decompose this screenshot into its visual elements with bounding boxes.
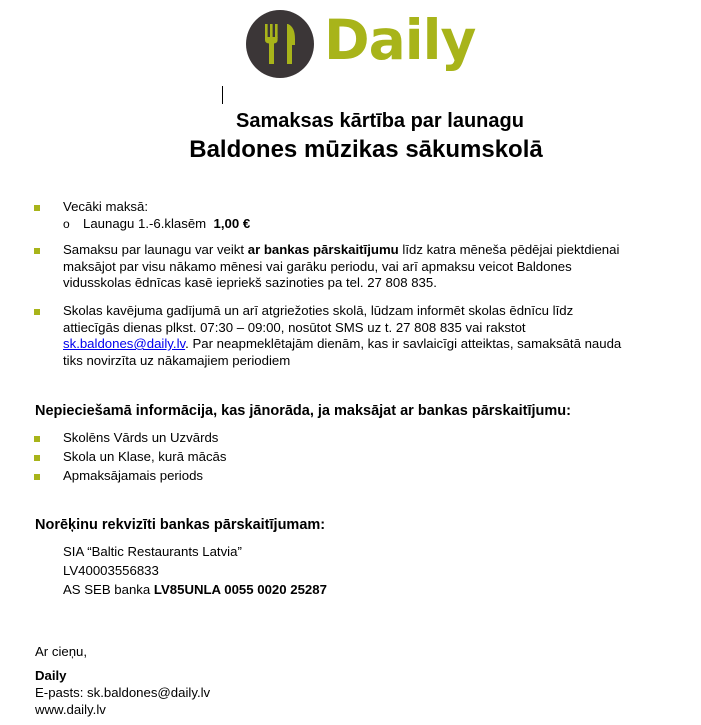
signature: Daily [35, 668, 67, 683]
footer-email: E-pasts: sk.baldones@daily.lv [35, 685, 211, 700]
sub-bullet-marker: o [63, 217, 70, 231]
snack-price-item [83, 216, 701, 233]
bullet-marker [34, 474, 40, 480]
bullet-marker [34, 248, 40, 254]
bank-account: LV85UNLA 0055 0020 25287 [153, 582, 327, 597]
page-subtitle: Baldones mūzikas sākumskolā [189, 136, 543, 163]
footer-web: www.daily.lv [35, 702, 106, 717]
bank-heading: Norēķinu rekvizīti bankas pārskaitījumam: [35, 517, 326, 533]
daily-logo [246, 9, 475, 79]
absence-paragraph [63, 303, 693, 369]
absence-line3: . Par neapmeklētajām dienām, kas ir savlaicīgi atteiktas, samaksātā nauda [185, 336, 622, 351]
bullet-marker [34, 436, 40, 442]
bullet-marker [34, 309, 40, 315]
transfer-paragraph [63, 242, 693, 292]
bank-reg-no: LV40003556833 [63, 563, 159, 578]
snack-grades-text: Launagu 1.-6.klasēm [83, 216, 207, 231]
logo-text: Daily [324, 8, 476, 72]
absence-line4: tiks novirzīta uz nākamajiem periodiem [63, 352, 291, 368]
parents-pay-label: Vecāki maksā: [63, 199, 149, 214]
bullet-marker [34, 205, 40, 211]
email-link[interactable]: sk.baldones@daily.lv [63, 336, 186, 351]
snack-price: 1,00 € [213, 216, 251, 231]
transfer-text: Samaksu par launagu var veikt [63, 242, 248, 257]
page-title: Samaksas kārtība par launagu [236, 110, 524, 132]
text-cursor [222, 86, 223, 104]
transfer-text-post: līdz katra mēneša pēdējai piektdienai [398, 242, 620, 257]
absence-line2: attiecīgās dienas plkst. 07:30 – 09:00, nosūtot SMS uz t. 27 808 835 vai rakstot [63, 319, 526, 335]
bank-label: AS SEB banka [63, 582, 154, 597]
info-item: Skolēns Vārds un Uzvārds [63, 430, 219, 445]
bank-company: SIA “Baltic Restaurants Latvia” [63, 544, 242, 559]
info-item: Skola un Klase, kurā mācās [63, 449, 227, 464]
absence-line1: Skolas kavējuma gadījumā un arī atgriežoties skolā, lūdzam informēt skolas ēdnīcu līdz [63, 303, 574, 318]
info-heading: Nepieciešamā informācija, kas jānorāda, ja maksājat ar bankas pārskaitījumu: [35, 403, 571, 419]
transfer-line3: vidusskolas ēdnīcas kasē iepriekš sazinoties pa tel. 27 808 835. [63, 275, 437, 290]
bullet-marker [34, 455, 40, 461]
transfer-line2: maksājot par visu nākamo mēnesi vai garāku periodu, vai arī apmaksu veicot Baldones [63, 258, 572, 274]
greeting: Ar cieņu, [35, 644, 88, 659]
info-item: Apmaksājamais periods [63, 468, 203, 483]
fork-knife-icon [246, 10, 314, 78]
transfer-bold: ar bankas pārskaitījumu [247, 242, 399, 257]
bank-account-line [63, 582, 327, 597]
